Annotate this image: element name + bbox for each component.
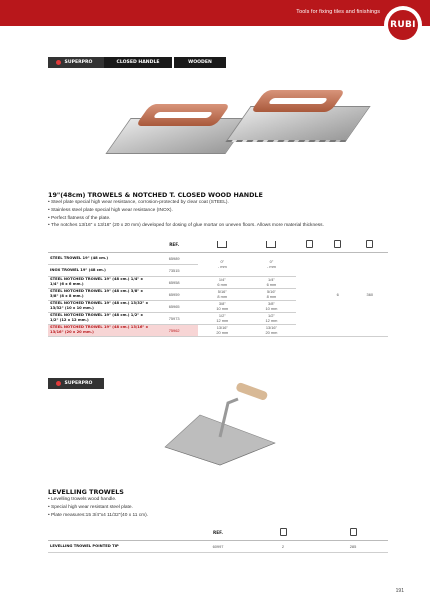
header-tagline: Tools for fixing tiles and finishings [296,9,380,15]
table-row: STEEL NOTCHED TROWEL 19" (48 cm.) 1/2" x 1/2" (12 x 12 mm.) 75973 1/2" 12 mm 1/2" 12 mm [48,312,388,324]
table-row: STEEL TROWEL 19" (48 cm.) 65989 0" - mm 0" - mm 6 360 [48,252,388,264]
tag-closed-handle: CLOSED HANDLE [104,57,172,68]
section-title-levelling: LEVELLING TROWELS [48,488,124,496]
tag-wooden: WOODEN [174,57,226,68]
weight-icon [350,528,357,536]
weight-icon [334,240,341,248]
feature-item: • Special high wear resistant steel plate. [48,504,148,512]
table-row: STEEL NOTCHED TROWEL 19" (48 cm.) 13/32" x 13/32" (10 x 10 mm.) 65965 3/8" 10 mm 3/8" 10 mm [48,300,388,312]
trowels-table [48,238,388,337]
rubi-logo: RUBI [384,6,422,44]
feature-item: • The notches 13/16" x 13/16" (20 x 20 mm) developed for dosing of glue mortar on uneven floors. Allows more material thickness. [48,222,324,230]
superpro-icon [56,60,61,65]
feature-item: • Plate measures:15 3/4"x4 11/32"(40 x 11 cm). [48,512,148,520]
box-quantity-icon [280,528,287,536]
levelling-table [48,526,388,553]
table-row-highlighted: STEEL NOTCHED TROWEL 19" (48 cm.) 13/16" x 13/16" (20 x 20 mm.) 75962 13/16" 20 mm 13/16" 20 mm [48,324,388,336]
table-row: LEVELLING TROWEL POINTED TIP 60997 2 285 [48,540,388,552]
levelling-trowel-image [160,375,280,470]
product-tags-2 [48,378,104,389]
superpro-icon [56,381,61,386]
notch-width-icon [217,241,227,248]
table-row: STEEL NOTCHED TROWEL 19" (48 cm.) 3/8" x 3/8" (8 x 8 mm.) 65959 5/16" 8 mm 5/16" 8 mm [48,288,388,300]
levelling-features [48,496,148,519]
table-row: STEEL NOTCHED TROWEL 19" (48 cm.) 1/4" x 1/4" (6 x 6 mm.) 65958 1/4" 6 mm 1/4" 6 mm [48,276,388,288]
feature-item: • Steel plate special high wear resistance, corrosion-protected by clear coat (STEEL). [48,199,324,207]
trowels-features [48,199,324,230]
ref-header: REF. [151,238,198,252]
tag-superpro: SUPERPRO [48,57,104,68]
trowels-image [48,78,378,173]
tag-superpro: SUPERPRO [48,378,104,389]
feature-item: • Levelling trowels wood handle. [48,496,148,504]
product-tags [48,57,226,68]
table-row: INOX TROWEL 19" (48 cm.) 73515 [48,264,388,276]
ref-header: REF. [188,526,248,540]
section-title-trowels: 19"(48cm) TROWELS & NOTCHED T. CLOSED WOOD HANDLE [48,191,263,199]
box-quantity-icon [306,240,313,248]
feature-item: • Perfect flatness of the plate. [48,215,324,223]
notch-depth-icon [266,241,276,248]
page-number: 191 [395,588,404,594]
pallet-icon [366,240,373,248]
feature-item: • Stainless steel plate special high wear resistance (INOX). [48,207,324,215]
header-bar [0,0,430,26]
